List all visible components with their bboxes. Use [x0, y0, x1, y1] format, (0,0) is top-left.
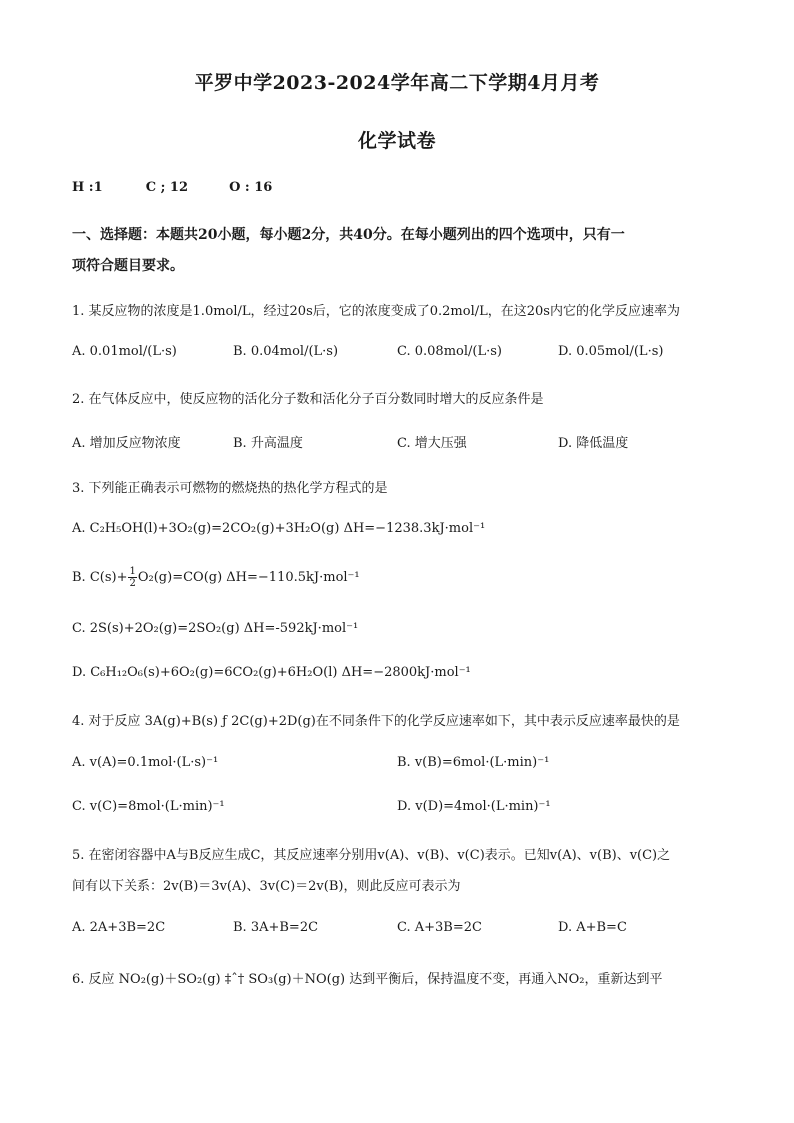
- question-3-stem: 3. 下列能正确表示可燃物的燃烧热的热化学方程式的是: [72, 481, 388, 496]
- atomic-masses: [72, 180, 272, 195]
- question-5-option-c[interactable]: C. A+3B=2C: [397, 920, 482, 935]
- atomic-mass-c: C ; 12: [145, 180, 189, 195]
- question-4-option-a[interactable]: A. v(A)=0.1mol·(L·s)⁻¹: [72, 755, 219, 770]
- question-1-option-b[interactable]: B. 0.04mol/(L·s): [233, 344, 339, 359]
- question-5-stem-line2: 间有以下关系：2v(B)＝3v(A)、3v(C)＝2v(B)，则此反应可表示为: [72, 879, 461, 894]
- question-4-option-d[interactable]: D. v(D)=4mol·(L·min)⁻¹: [397, 799, 551, 814]
- question-6-stem: 6. 反应 NO₂(g)＋SO₂(g) ‡ˆ† SO₃(g)＋NO(g) 达到平衡后，保持温度不变，再通入NO₂，重新达到平: [72, 972, 663, 987]
- question-2-option-a[interactable]: A. 增加反应物浓度: [72, 436, 181, 451]
- question-1-option-a[interactable]: A. 0.01mol/(L·s): [72, 344, 177, 359]
- question-3-option-a[interactable]: A. C₂H₅OH(l)+3O₂(g)=2CO₂(g)+3H₂O(g) ΔH=−1238.3kJ·mol⁻¹: [72, 521, 486, 536]
- question-2-option-d[interactable]: D. 降低温度: [558, 436, 629, 451]
- question-3-option-d[interactable]: D. C₆H₁₂O₆(s)+6O₂(g)=6CO₂(g)+6H₂O(l) ΔH=−2800kJ·mol⁻¹: [72, 665, 471, 680]
- question-5-option-d[interactable]: D. A+B=C: [558, 920, 627, 935]
- question-1-option-c[interactable]: C. 0.08mol/(L·s): [397, 344, 502, 359]
- question-4-option-c[interactable]: C. v(C)=8mol·(L·min)⁻¹: [72, 799, 225, 814]
- question-2-option-c[interactable]: C. 增大压强: [397, 436, 467, 451]
- question-3-option-b-prefix: B. C(s)+: [72, 570, 128, 585]
- question-4-stem: 4. 对于反应 3A(g)+B(s) ƒ 2C(g)+2D(g)在不同条件下的化学反应速率如下，其中表示反应速率最快的是: [72, 714, 680, 729]
- question-1-stem: 1. 某反应物的浓度是1.0mol/L，经过20s后，它的浓度变成了0.2mol/L，在这20s内它的化学反应速率为: [72, 304, 680, 319]
- atomic-mass-h: H :1: [72, 180, 103, 195]
- question-4-option-b[interactable]: B. v(B)=6mol·(L·min)⁻¹: [397, 755, 550, 770]
- question-2-stem: 2. 在气体反应中，使反应物的活化分子数和活化分子百分数同时增大的反应条件是: [72, 392, 544, 407]
- atomic-mass-o: O : 16: [229, 180, 273, 195]
- question-5-stem: 5. 在密闭容器中A与B反应生成C，其反应速率分别用v(A)、v(B)、v(C)表示。已知v(A)、v(B)、v(C)之: [72, 848, 671, 863]
- question-5-option-a[interactable]: A. 2A+3B=2C: [72, 920, 166, 935]
- question-3-option-b[interactable]: [72, 566, 360, 589]
- section-heading-line2: 项符合题目要求。: [72, 258, 184, 274]
- exam-title: 平罗中学2023-2024学年高二下学期4月月考: [194, 72, 600, 94]
- question-3-option-c[interactable]: C. 2S(s)+2O₂(g)=2SO₂(g) ΔH=-592kJ·mol⁻¹: [72, 621, 359, 636]
- question-5-option-b[interactable]: B. 3A+B=2C: [233, 920, 319, 935]
- question-1-option-d[interactable]: D. 0.05mol/(L·s): [558, 344, 664, 359]
- section-heading-line1: 一、选择题：本题共20小题，每小题2分，共40分。在每小题列出的四个选项中，只有一: [72, 227, 625, 243]
- fraction-one-half: $\frac{1}{2}$: [129, 566, 136, 589]
- exam-subtitle: 化学试卷: [357, 130, 436, 152]
- question-2-option-b[interactable]: B. 升高温度: [233, 436, 303, 451]
- question-3-option-b-rest: O₂(g)=CO(g) ΔH=−110.5kJ·mol⁻¹: [137, 570, 360, 585]
